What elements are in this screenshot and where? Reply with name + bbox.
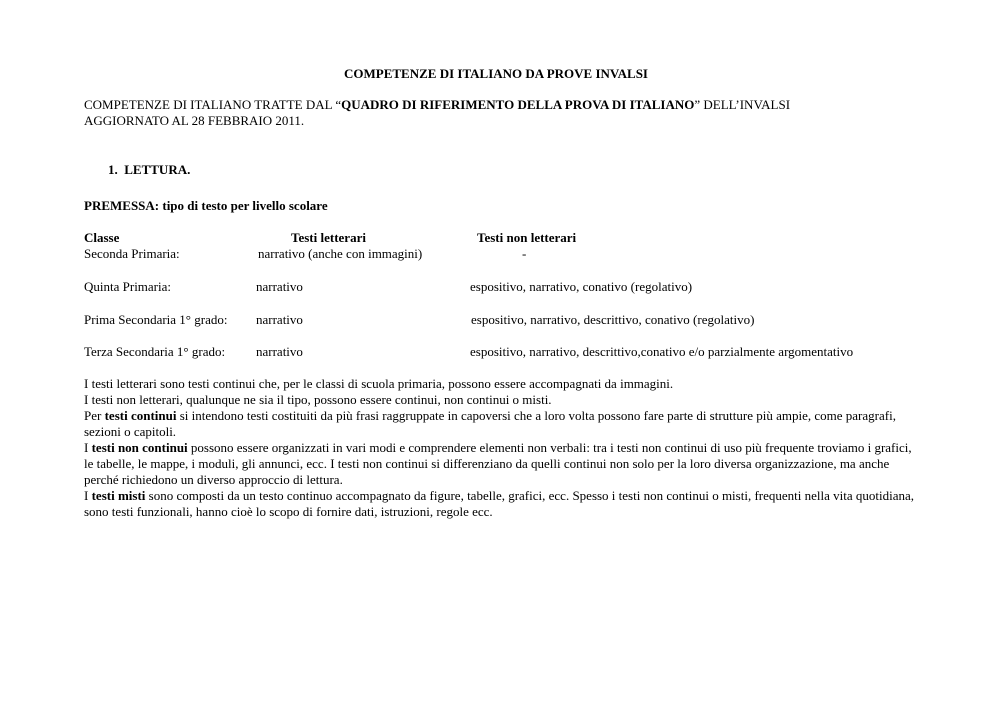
term-testi-misti: testi misti [91, 488, 146, 503]
page-title: COMPETENZE DI ITALIANO DA PROVE INVALSI [344, 66, 648, 81]
term-testi-continui: testi continui [104, 408, 177, 423]
row-1-non-letterari: - [522, 246, 527, 261]
row-1-letterari: narrativo (anche con immagini) [258, 246, 423, 261]
section-number: 1. [108, 162, 118, 177]
p3-prefix: Per [84, 408, 105, 423]
row-2-non-letterari: espositivo, narrativo, conativo (regolativo) [470, 279, 693, 294]
body-paragraph-4 [84, 440, 919, 488]
row-4-classe: Terza Secondaria 1° grado: [84, 344, 226, 359]
header-testi-non-letterari: Testi non letterari [477, 230, 577, 245]
p5-text: sono composti da un testo continuo accompagnato da figure, tabelle, grafici, ecc. Spesso i testi non continui o misti, frequenti nella vita quotidiana, sono testi funzionali, hanno cioè lo scopo di fornire dati, istruzioni, regole ecc. [84, 488, 915, 519]
row-2-classe: Quinta Primaria: [84, 279, 172, 294]
term-testi-non-continui: testi non continui [91, 440, 188, 455]
p5-prefix: I [84, 488, 92, 503]
section-heading [108, 162, 190, 178]
row-3-classe: Prima Secondaria 1° grado: [84, 312, 228, 327]
section-label: LETTURA. [124, 162, 191, 177]
row-4-non-letterari: espositivo, narrativo, descrittivo,conativo e/o parzialmente argomentativo [470, 344, 854, 359]
body-paragraph-1: I testi letterari sono testi continui che, per le classi di scuola primaria, possono essere accompagnati da immagini. [84, 376, 674, 391]
p4-prefix: I [84, 440, 92, 455]
header-testi-letterari: Testi letterari [291, 230, 366, 245]
body-text [84, 376, 919, 520]
row-3-letterari: narrativo [256, 312, 303, 327]
body-paragraph-3 [84, 408, 919, 440]
row-1-classe: Seconda Primaria: [84, 246, 180, 261]
row-4-letterari: narrativo [256, 344, 303, 359]
intro-bold-title: QUADRO DI RIFERIMENTO DELLA PROVA DI ITALIANO [341, 97, 695, 112]
p4-text: possono essere organizzati in vari modi e comprendere elementi non verbali: tra i testi non continui di uso più frequente troviamo i grafici, le tabelle, le mappe, i moduli, gli annunci, ecc. I testi non continui si differenziano da quelli continui non solo per la loro diversa organizzazione, ma anche perché richiedono un diverso approccio di lettura. [84, 440, 912, 487]
intro-line-2: AGGIORNATO AL 28 FEBBRAIO 2011. [84, 113, 305, 128]
intro-prefix: COMPETENZE DI ITALIANO TRATTE DAL “ [84, 97, 342, 112]
header-classe: Classe [84, 230, 120, 245]
body-paragraph-2: I testi non letterari, qualunque ne sia il tipo, possono essere continui, non continui o misti. [84, 392, 552, 407]
intro-suffix: ” DELL’INVALSI [694, 97, 791, 112]
row-3-non-letterari: espositivo, narrativo, descrittivo, conativo (regolativo) [471, 312, 755, 327]
row-2-letterari: narrativo [256, 279, 303, 294]
p3-text: si intendono testi costituiti da più frasi raggruppate in capoversi che a loro volta possono fare parte di strutture più ampie, come paragrafi, sezioni o capitoli. [84, 408, 896, 439]
premessa-heading: PREMESSA: tipo di testo per livello scolare [84, 198, 328, 213]
body-paragraph-5 [84, 488, 919, 520]
intro-paragraph [84, 97, 904, 129]
